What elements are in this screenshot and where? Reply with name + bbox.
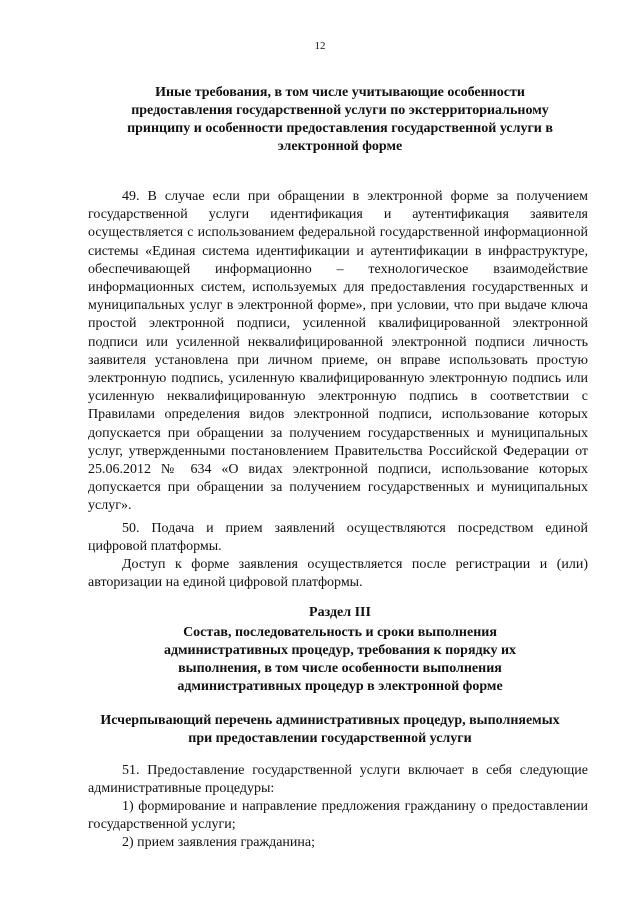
page-number: 12	[314, 40, 326, 52]
subsection-heading: Исчерпывающий перечень административных процедур, выполняемых при предоставлении государственной услуги	[100, 713, 560, 746]
section-title: Раздел III	[309, 605, 371, 620]
paragraph-51: 51. Предоставление государственной услуги включает в себя следующие административные процедуры:	[88, 763, 588, 797]
paragraph-51-item-2: 2) прием заявления гражданина;	[122, 835, 315, 850]
paragraph-51-item-1: 1) формирование и направление предложения гражданину о предоставлении государственной услуги;	[88, 799, 588, 833]
paragraph-50: 50. Подача и прием заявлений осуществляются посредством единой цифровой платформы.	[88, 521, 588, 555]
section-heading: Состав, последовательность и сроки выполнения административных процедур, требования к порядку их выполнения, в том числе особенности выполнения административных процедур в электронной форме	[163, 625, 517, 694]
heading-other-requirements: Иные требования, в том числе учитывающие особенности предоставления государственной услуги по экстерриториальному принципу и особенности предоставления государственной услуги в электронной форме	[127, 85, 553, 154]
paragraph-50-access: Доступ к форме заявления осуществляется после регистрации и (или) авторизации на единой цифровой платформы.	[88, 557, 588, 591]
paragraph-49: 49. В случае если при обращении в электронной форме за получением государственной услуги идентификация и аутентификация заявителя осуществляется с использованием федеральной государственной информационной системы «Единая система идентификации и аутентификации в инфраструктуре, обеспечивающей информационно – технологическое взаимодействие информационных систем, используемых для предоставления государственных и муниципальных услуг в электронной форме», при условии, что при выдаче ключа простой электронной подписи, усиленной квалифицированной электронной подписи или усиленной неквалифицированной электронной подписи личность заявителя установлена при личном приеме, он вправе использовать простую электронную подпись, усиленную квалифицированную электронную подпись или усиленную неквалифицированную электронную подпись в соответствии с Правилами определения видов электронной подписи, использование которых допускается при обращении за получением государственных и муниципальных услуг, утвержденными постановлением Правительства Российской Федерации от 25.06.2012 № 634 «О видах электронной подписи, использование которых допускается при обращении за получением государственных и муниципальных услуг».	[88, 189, 588, 514]
